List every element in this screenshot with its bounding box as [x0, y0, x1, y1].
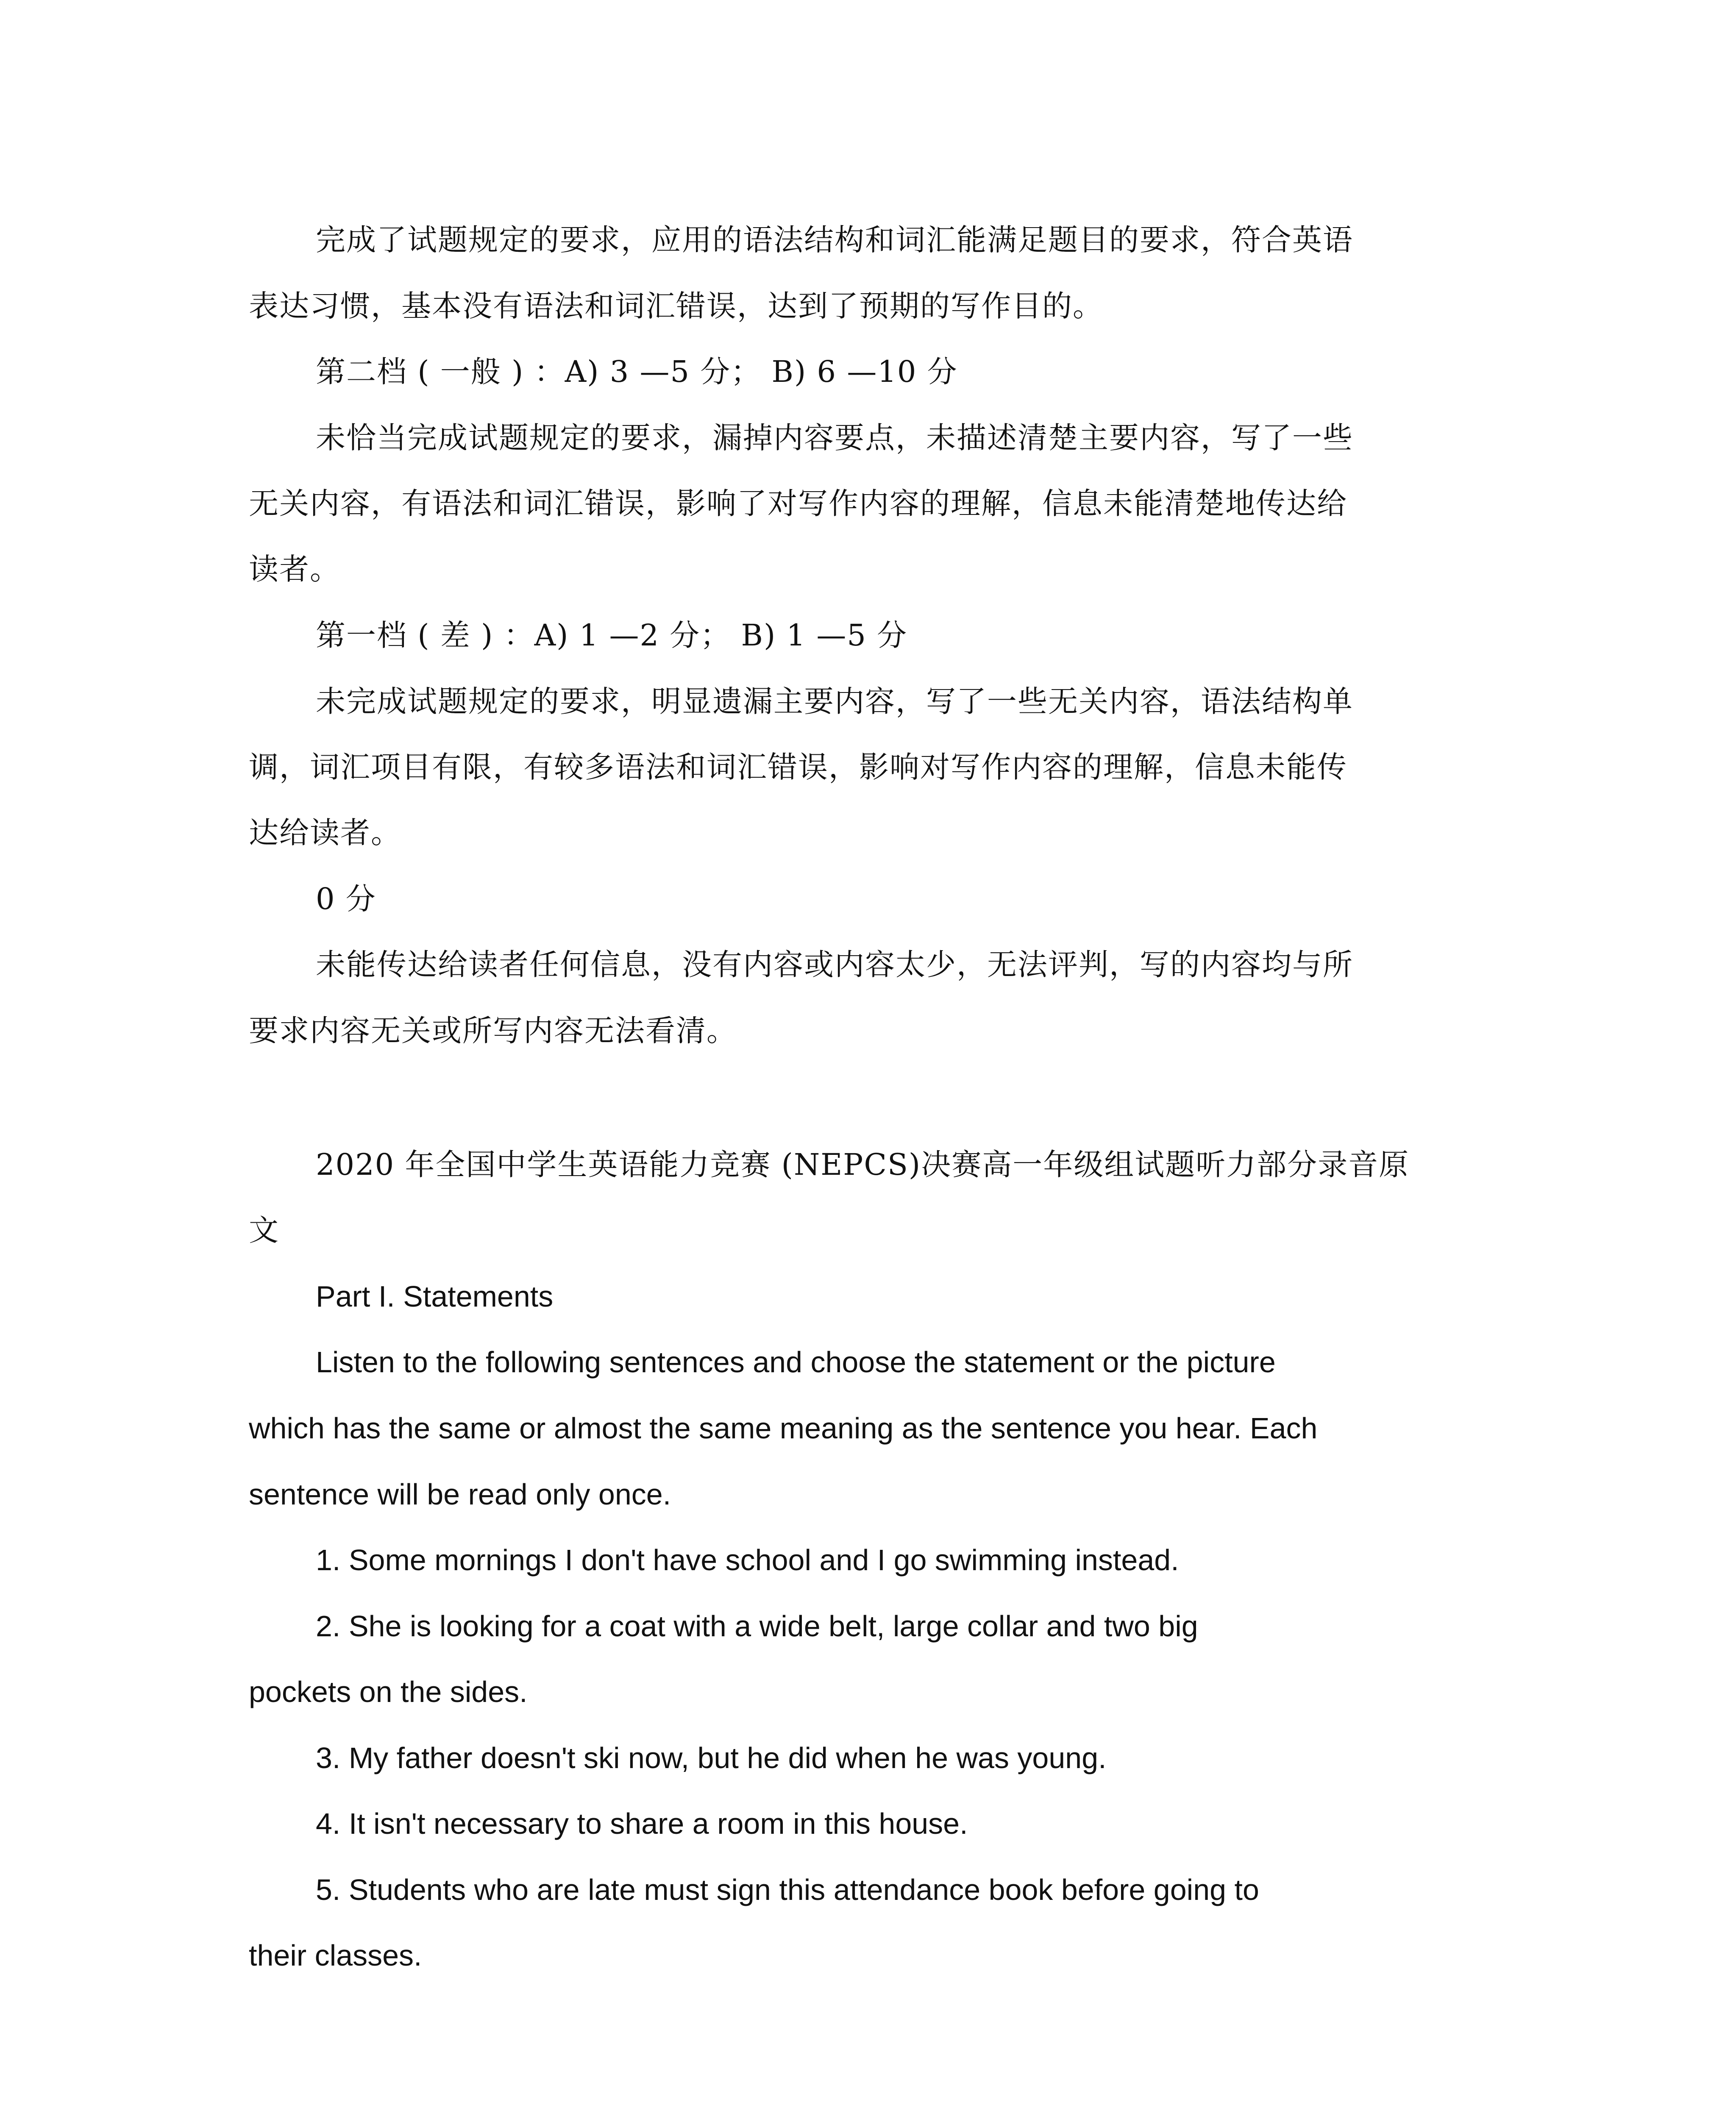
grade3-description-line1: 完成了试题规定的要求，应用的语法结构和词汇能满足题目的要求，符合英语 [316, 222, 1353, 257]
instructions-line2: which has the same or almost the same meaning as the sentence you hear. Each [249, 1412, 1318, 1445]
grade1-heading: 第一档 ( 差 ) ：A) 1 —2 分； B) 1 —5 分 [316, 618, 908, 653]
grade0-heading: 0 分 [316, 882, 376, 916]
grade0-description-line1: 未能传达给读者任何信息，没有内容或内容太少，无法评判，写的内容均与所 [316, 947, 1353, 982]
transcript-title-line1: 2020 年全国中学生英语能力竞赛 (NEPCS)决赛高一年级组试题听力部分录音原 [316, 1147, 1410, 1182]
grade1-description-line3: 达给读者。 [249, 815, 401, 850]
grade3-description-line2: 表达习惯，基本没有语法和词汇错误，达到了预期的写作目的。 [249, 289, 1103, 323]
statement-item-4: 4. It isn't necessary to share a room in this house. [316, 1807, 968, 1840]
grade2-description-line2: 无关内容，有语法和词汇错误，影响了对写作内容的理解，信息未能清楚地传达给 [249, 486, 1347, 521]
grade2-description-line3: 读者。 [249, 552, 340, 587]
grade1-description-line1: 未完成试题规定的要求，明显遗漏主要内容，写了一些无关内容，语法结构单 [316, 684, 1353, 719]
instructions-line1: Listen to the following sentences and choose the statement or the picture [316, 1346, 1276, 1379]
statement-item-5-line2: their classes. [249, 1939, 422, 1972]
instructions-line3: sentence will be read only once. [249, 1478, 671, 1511]
statement-item-1: 1. Some mornings I don't have school and I go swimming instead. [316, 1543, 1179, 1577]
statement-item-3: 3. My father doesn't ski now, but he did when he was young. [316, 1741, 1107, 1774]
grade0-description-line2: 要求内容无关或所写内容无法看清。 [249, 1013, 737, 1048]
grade2-heading: 第二档 ( 一般 ) ：A) 3 —5 分； B) 6 —10 分 [316, 354, 958, 389]
statement-item-5-line1: 5. Students who are late must sign this attendance book before going to [316, 1873, 1259, 1906]
grade2-description-line1: 未恰当完成试题规定的要求，漏掉内容要点，未描述清楚主要内容，写了一些 [316, 420, 1353, 455]
grade1-description-line2: 调，词汇项目有限，有较多语法和词汇错误，影响对写作内容的理解，信息未能传 [249, 750, 1347, 784]
transcript-title-line2: 文 [249, 1213, 279, 1248]
part-heading: Part I. Statements [316, 1280, 554, 1313]
statement-item-2-line2: pockets on the sides. [249, 1675, 528, 1708]
statement-item-2-line1: 2. She is looking for a coat with a wide belt, large collar and two big [316, 1610, 1198, 1643]
